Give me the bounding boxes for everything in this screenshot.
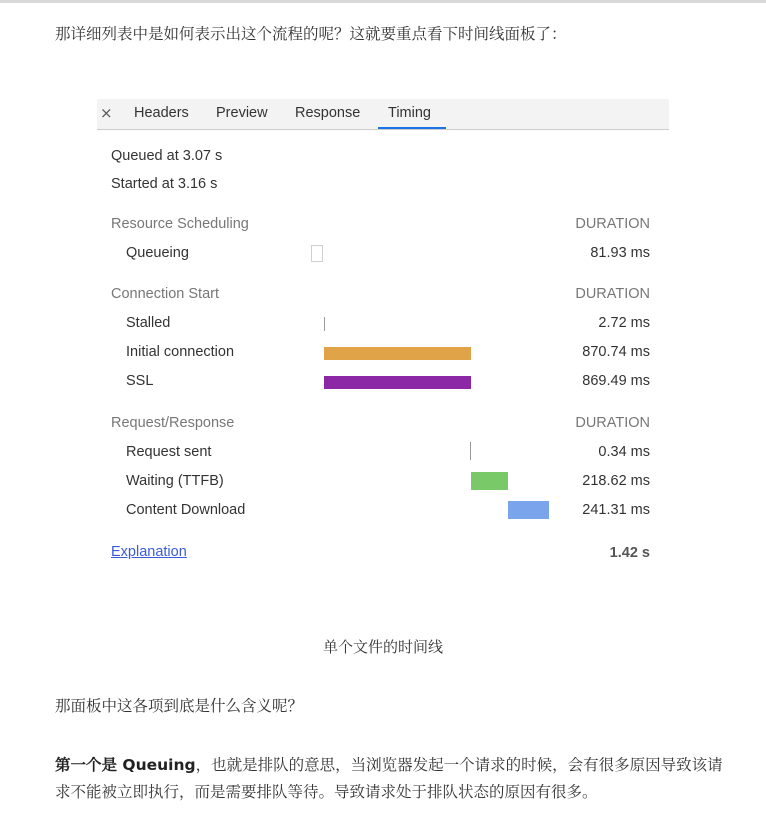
- tab-preview[interactable]: Preview: [216, 105, 268, 121]
- row-value-content-download: 241.31 ms: [582, 502, 650, 518]
- duration-header: DURATION: [575, 415, 650, 431]
- duration-header: DURATION: [575, 216, 650, 232]
- request-sent-bar: [470, 442, 471, 460]
- top-border: [0, 0, 766, 3]
- row-value-ssl: 869.49 ms: [582, 373, 650, 389]
- waiting-ttfb-bar: [471, 472, 508, 490]
- active-tab-indicator: [378, 127, 446, 129]
- row-value-initial-connection: 870.74 ms: [582, 344, 650, 360]
- close-icon[interactable]: ×: [100, 104, 113, 122]
- queuing-body: ，也就是排队的意思，当浏览器发起一个请求的时候，会有很多原因导致该请求不能被立即执行，而是需要排队等待。导致请求处于排队状态的原因有很多。: [55, 756, 723, 801]
- tab-response[interactable]: Response: [295, 105, 361, 121]
- row-value-queueing: 81.93 ms: [590, 245, 650, 261]
- section-title-resource-scheduling: Resource Scheduling: [111, 216, 249, 232]
- section-title-request-response: Request/Response: [111, 415, 235, 431]
- row-value-waiting-ttfb: 218.62 ms: [582, 473, 650, 489]
- queuing-lead: 第一个是 Queuing: [55, 756, 196, 774]
- row-label-stalled: Stalled: [126, 315, 171, 331]
- figure-caption: 单个文件的时间线: [322, 638, 443, 656]
- explanation-link[interactable]: Explanation: [111, 544, 187, 560]
- row-value-request-sent: 0.34 ms: [598, 444, 650, 460]
- initial-connection-bar: [324, 347, 471, 360]
- row-label-content-download: Content Download: [126, 502, 246, 518]
- row-value-stalled: 2.72 ms: [598, 315, 650, 331]
- row-label-request-sent: Request sent: [126, 444, 212, 460]
- devtools-tab-bar: [97, 99, 669, 130]
- total-duration: 1.42 s: [609, 545, 650, 561]
- row-label-waiting-ttfb: Waiting (TTFB): [126, 473, 224, 489]
- stalled-bar: [324, 317, 325, 331]
- row-label-ssl: SSL: [126, 373, 154, 389]
- ssl-bar: [324, 376, 471, 389]
- tab-timing[interactable]: Timing: [388, 105, 431, 121]
- started-at: Started at 3.16 s: [111, 176, 218, 192]
- timing-panel: [97, 99, 669, 579]
- queueing-bar: [311, 245, 323, 262]
- queuing-paragraph: [55, 752, 735, 806]
- tab-headers[interactable]: Headers: [134, 105, 189, 121]
- intro-text: 那详细列表中是如何表示出这个流程的呢？这就要重点看下时间线面板了：: [55, 25, 567, 43]
- duration-header: DURATION: [575, 286, 650, 302]
- row-label-queueing: Queueing: [126, 245, 189, 261]
- section-title-connection-start: Connection Start: [111, 286, 220, 302]
- question-paragraph: 那面板中这各项到底是什么含义呢？: [55, 697, 304, 715]
- queued-at: Queued at 3.07 s: [111, 148, 223, 164]
- row-label-initial-connection: Initial connection: [126, 344, 235, 360]
